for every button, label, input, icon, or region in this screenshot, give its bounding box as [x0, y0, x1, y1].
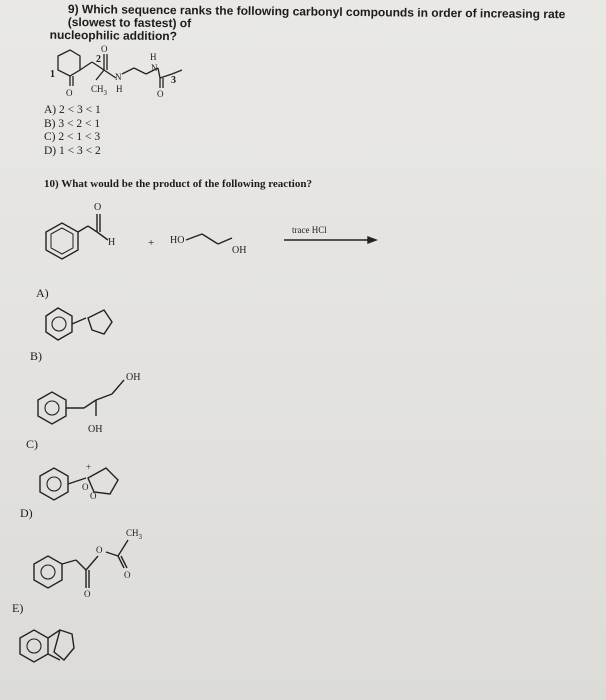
- compound-3-oxygen: O: [157, 89, 164, 99]
- question-9-line2: nucleophilic addition?: [49, 27, 178, 44]
- choice-a: A) 2 < 3 < 1: [44, 104, 101, 116]
- option-a-structure: [46, 308, 112, 340]
- choice-b: B) 3 < 2 < 1: [44, 117, 101, 130]
- question-10-text: 10) What would be the product of the following reaction?: [44, 178, 312, 190]
- option-d-oxygen-carbonyl-1: O: [124, 570, 131, 580]
- option-c-plus: +: [86, 462, 92, 472]
- hydrogen-label-2: H: [150, 52, 157, 62]
- option-c-oxygen-1: O: [82, 482, 89, 492]
- option-d-oxygen-ester: O: [96, 545, 103, 555]
- ethylene-glycol-chain: [186, 234, 202, 240]
- ho-label: HO: [170, 235, 185, 246]
- option-d-label: D): [20, 506, 33, 520]
- compound-1-oxygen: O: [66, 88, 73, 98]
- option-b-oh-top: OH: [126, 372, 141, 383]
- compound-3-number: 3: [171, 75, 176, 86]
- compound-2-oxygen: O: [101, 44, 108, 54]
- option-e-structure: [20, 630, 74, 662]
- choice-c: C) 2 < 1 < 3: [44, 131, 101, 143]
- compound-2-number: 2: [96, 54, 101, 65]
- option-d-structure: [34, 540, 128, 588]
- plus-sign: +: [148, 237, 155, 249]
- hydrogen-label-1: H: [116, 84, 123, 94]
- option-d-oxygen-carbonyl-2: O: [84, 589, 91, 599]
- option-b-oh-bottom: OH: [88, 424, 103, 435]
- option-c-structure: [40, 468, 118, 500]
- option-a-label: A): [36, 286, 49, 300]
- compound-1-number: 1: [50, 69, 55, 80]
- nitrogen-label-1: N: [115, 72, 122, 82]
- choice-d: D) 1 < 3 < 2: [44, 144, 101, 157]
- option-b-structure: [38, 380, 124, 424]
- cyclohexanone-ring: [58, 50, 80, 76]
- option-b-label: B): [30, 349, 42, 363]
- option-c-label: C): [26, 437, 38, 451]
- aldehyde-hydrogen: H: [108, 237, 116, 248]
- reagent-label: trace HCl: [292, 225, 327, 235]
- q10-reaction: [46, 214, 376, 259]
- option-c-oxygen-2: O: [90, 491, 97, 501]
- q9-structures: [58, 50, 182, 88]
- ch3-label: $CH_3$: [91, 84, 108, 97]
- option-e-label: E): [12, 601, 24, 615]
- option-d-ch3: $CH_3$: [126, 528, 143, 541]
- oh-label: OH: [232, 245, 247, 256]
- aldehyde-oxygen: O: [94, 202, 102, 213]
- nitrogen-label-2: N: [151, 63, 158, 73]
- question-9-line1: 9) Which sequence ranks the following carbonyl compounds in order of increasing rate (slowest to fastest) of: [67, 2, 566, 31]
